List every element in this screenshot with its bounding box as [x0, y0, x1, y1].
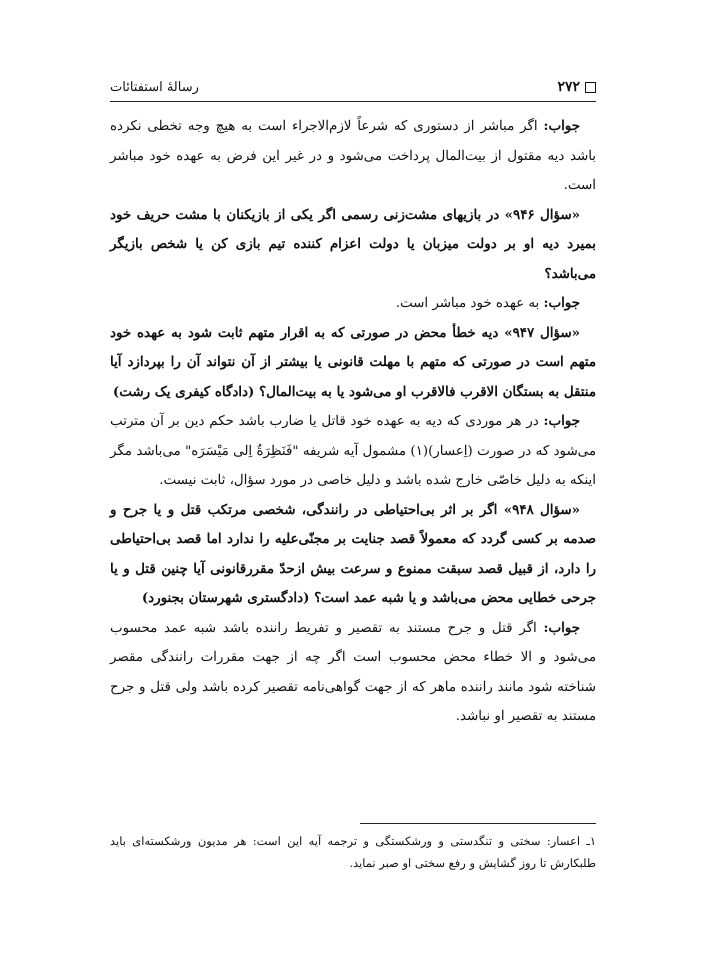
question-label: «سؤال ۹۴۸» — [503, 501, 580, 518]
answer-label: جواب: — [543, 295, 580, 311]
square-icon — [585, 82, 596, 93]
question-text: دیه خطأ محض در صورتی که به اقرار متهم ثابت شود به عهده خود متهم است در صورتی که متهم با مهلت قانونی یا بیشتر از آن نتواند آن را بپردازد آیا منتقل به بستگان الاقرب فالاقرب او می‌شود یا به بیت‌المال؟ (دادگاه کیفری یک رشت) — [110, 324, 596, 400]
question-label: «سؤال ۹۴۷» — [504, 324, 580, 341]
question-paragraph — [110, 496, 596, 614]
answer-text: اگر قتل و جرح مستند به تقصیر و تفریط راننده باشد شبه عمد محسوب می‌شود و الا خطاء محض محسوب است اگر چه از جهت مقررات رانندگی مقصر شناخته شود مانند راننده ماهر که از جهت گواهی‌نامه تقصیر کرده باشد ولی قتل و جرح مستند به تقصیر او نباشد. — [110, 620, 596, 724]
footnote-text: ۱ـ اعسار: سختی و تنگدستی و ورشکستگی و ترجمه آیه این است: هر مدیون ورشکسته‌ای باید طلبکارش تا روز گشایش و رفع سختی او صبر نماید. — [110, 834, 596, 870]
page-number: ۲۷۲ — [557, 79, 580, 95]
footnote-rule — [360, 823, 596, 824]
answer-text: اگر مباشر از دستوری که شرعاً لازم‌الاجراء است به هیچ وجه تخطی نکرده باشد دیه مقتول از بیت‌المال پرداخت می‌شود و در غیر این فرض به عهده خود مباشر است. — [110, 119, 596, 193]
answer-text: در هر موردی که دیه به عهده خود قاتل یا ضارب باشد حکم دین بر آن مترتب می‌شود که در صورت (اِعسار)(۱) مشمول آیه شریفه "فَنَظِرَةٌ اِلی مَیْسَرَه" می‌باشد مگر اینکه به دلیل خاصّی خارج شده باشد و دلیل خاصی در مورد سؤال، ثابت نیست. — [110, 414, 597, 488]
answer-label: جواب: — [543, 413, 580, 429]
answer-text: به عهده خود مباشر است. — [395, 296, 544, 311]
answer-label: جواب: — [543, 619, 580, 636]
question-paragraph — [110, 319, 596, 408]
question-label: «سؤال ۹۴۶» — [504, 206, 580, 223]
page-header — [110, 76, 596, 98]
question-paragraph — [110, 201, 596, 290]
answer-paragraph — [110, 289, 596, 319]
main-text — [110, 112, 596, 732]
question-text: اگر بر اثر بی‌احتیاطی در رانندگی، شخصی مرتکب قتل و یا جرح و صدمه بر کسی گردد که معمولاً قصد جنایت بر مجنّی‌علیه را ندارد اما قصد بی‌احتیاطی را دارد، از قبیل قصد سبقت ممنوع و سرعت بیش ازحدّ مقررقانونی آیا چنین قتل و یا جرحی خطایی محض می‌باشد و یا شبه عمد است؟ (دادگستری شهرستان بجنورد) — [110, 501, 596, 606]
question-text: در بازیهای مشت‌زنی رسمی اگر یکی از بازیکنان با مشت حریف خود بمیرد دیه او بر دولت میزبان یا دولت اعزام کننده تیم بازی کن یا شخص بازیگر می‌باشد؟ — [110, 206, 596, 282]
footnote — [110, 830, 596, 874]
answer-label: جواب: — [543, 118, 580, 134]
page-number-group — [557, 79, 596, 95]
answer-paragraph — [110, 407, 596, 496]
header-rule — [110, 101, 596, 102]
running-title: رسالهٔ استفتائات — [110, 79, 199, 95]
answer-paragraph — [110, 614, 596, 732]
answer-paragraph — [110, 112, 596, 201]
